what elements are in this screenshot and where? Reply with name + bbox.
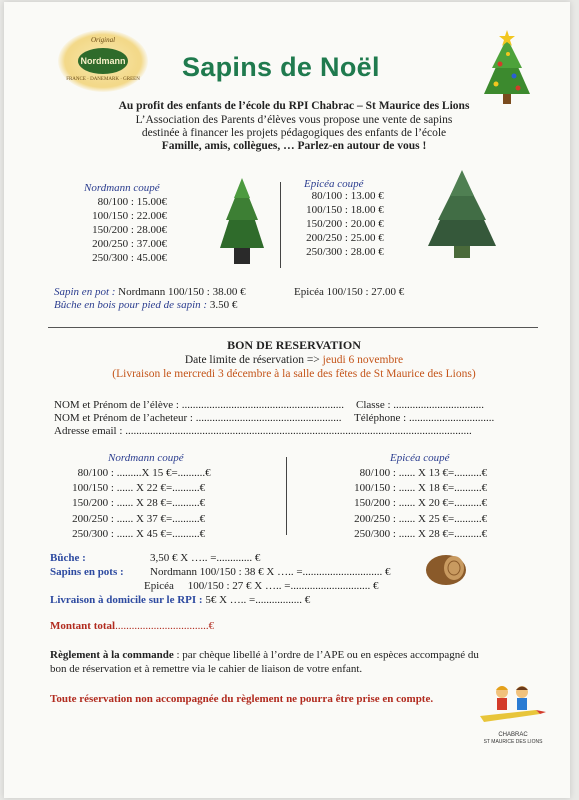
reglement-text <box>50 648 530 676</box>
order-buche-label: Bûche : <box>50 552 86 564</box>
logo-bottom-text: FRANCE · DANEMARK · GREEN <box>66 77 140 82</box>
price-row: 150/200 : 20.00 € <box>306 218 384 230</box>
section-divider <box>48 327 538 328</box>
order-epicea-title: Epicéa coupé <box>390 452 450 464</box>
order-epicea-list <box>348 466 487 542</box>
form-title: BON DE RESERVATION <box>227 338 361 352</box>
deadline-value: jeudi 6 novembre <box>322 354 404 366</box>
telephone-label: Téléphone : <box>354 412 407 424</box>
classe-field[interactable]: Classe : ................................. <box>356 399 485 411</box>
telephone-field[interactable]: Téléphone : ............................... <box>354 412 495 424</box>
price-row: 80/100 : 13.00 € <box>311 190 384 202</box>
pots-epicea-line: 100/150 : 27 € X ….. =............................. € <box>187 580 379 592</box>
order-row[interactable]: 150/200 : ...... X 20 €=..........€ <box>354 497 488 510</box>
price-row: 250/300 : 45.00€ <box>92 252 167 264</box>
order-livraison[interactable] <box>50 593 310 607</box>
eleve-label: NOM et Prénom de l’élève : <box>54 399 179 411</box>
classe-label: Classe : <box>356 399 391 411</box>
total-label: Montant total <box>50 620 116 632</box>
pot-nordmann-line <box>54 285 246 299</box>
price-row: 250/300 : 28.00 € <box>306 246 384 258</box>
buche-price: 3.50 € <box>209 299 238 311</box>
order-row[interactable]: 100/150 : ...... X 18 €=..........€ <box>354 482 488 495</box>
deadline-line <box>34 354 554 368</box>
order-pots-nordmann[interactable]: Nordmann 100/150 : 38 € X ….. =............................. € <box>150 566 391 578</box>
nordmann-price-list <box>84 195 194 265</box>
nordmann-logo <box>58 30 148 92</box>
pot-nordmann-price: Nordmann 100/150 : 38.00 € <box>118 286 246 298</box>
order-total[interactable] <box>50 619 214 633</box>
acheteur-label: NOM et Prénom de l’acheteur : <box>54 412 193 424</box>
epicea-price-title: Epicéa coupé <box>304 178 364 190</box>
deadline-label: Date limite de réservation => <box>184 354 320 366</box>
order-row[interactable]: 80/100 : .........X 15 €=..........€ <box>77 467 211 479</box>
livraison-label: Livraison à domicile sur le RPI : <box>50 594 203 606</box>
buche-price-label: Bûche en bois pour pied de sapin : <box>54 299 208 311</box>
intro-line-2: L’Association des Parents d’élèves vous propose une vente de sapins <box>135 114 453 126</box>
price-row: 200/250 : 25.00 € <box>306 232 384 244</box>
total-line: ..................................€ <box>115 620 215 632</box>
order-row[interactable]: 250/300 : ...... X 45 €=..........€ <box>72 527 206 540</box>
intro-line-4: Famille, amis, collègues, … Parlez-en autour de vous ! <box>161 140 427 152</box>
intro-line-1: Au profit des enfants de l’école du RPI Chabrac – St Maurice des Lions <box>118 100 470 112</box>
email-field[interactable]: Adresse email : .............................................................................................................................. <box>54 425 472 437</box>
epicea-tree-image <box>422 168 502 264</box>
pot-label: Sapin en pot : <box>54 286 116 298</box>
price-row: 200/250 : 37.00€ <box>92 238 167 250</box>
flyer-sheet <box>4 2 570 798</box>
order-nordmann-list <box>66 466 211 542</box>
badge-line-2: ST MAURICE DES LIONS <box>483 739 543 745</box>
page-title: Sapins de Noël <box>182 52 380 82</box>
eleve-field[interactable]: NOM et Prénom de l’élève : ........................................................... <box>54 399 344 411</box>
order-row[interactable]: 200/250 : ...... X 37 €=..........€ <box>72 512 206 525</box>
order-pots-label: Sapins en pots : <box>50 566 124 578</box>
order-row[interactable]: 200/250 : ...... X 25 €=..........€ <box>354 512 488 525</box>
price-row: 100/150 : 18.00 € <box>306 204 384 216</box>
reglement-label: Règlement à la commande <box>50 649 174 661</box>
order-buche-line[interactable]: 3,50 € X ….. =............. € <box>150 552 261 564</box>
warning-text: Toute réservation non accompagnée du règlement ne pourra être prise en compte. <box>50 693 434 705</box>
order-row[interactable]: 100/150 : ...... X 22 €=..........€ <box>72 482 206 495</box>
delivery-note: (Livraison le mercredi 3 décembre à la salle des fêtes de St Maurice des Lions) <box>112 368 476 380</box>
badge-line-1: CHABRAC <box>498 732 528 738</box>
order-pots-epicea[interactable] <box>144 579 378 593</box>
buche-price-line <box>54 298 237 312</box>
logo-brand: Nordmann <box>78 48 128 74</box>
nordmann-tree-image <box>212 174 272 270</box>
pots-epicea-name: Epicéa <box>144 580 174 592</box>
order-nordmann-title: Nordmann coupé <box>108 452 184 464</box>
intro-line-3: destinée à financer les projets pédagogiques des enfants de l’école <box>141 127 447 139</box>
pot-epicea-price: Epicéa 100/150 : 27.00 € <box>294 286 405 298</box>
order-divider <box>286 457 287 535</box>
order-row[interactable]: 80/100 : ...... X 13 €=..........€ <box>359 467 488 479</box>
epicea-price-list <box>298 189 418 259</box>
order-row[interactable]: 150/200 : ...... X 28 €=..........€ <box>72 497 206 510</box>
price-row: 150/200 : 28.00€ <box>92 224 167 236</box>
school-badge <box>478 682 548 748</box>
reglement-text-2: bon de réservation et à remettre via le cahier de liaison de votre enfant. <box>50 663 363 675</box>
reglement-text-1: : par chèque libellé à l’ordre de l’APE ou en espèces accompagné du <box>173 649 479 661</box>
nordmann-price-title: Nordmann coupé <box>84 182 160 194</box>
acheteur-field[interactable]: NOM et Prénom de l’acheteur : ..................................................... <box>54 412 342 424</box>
price-divider <box>280 182 281 268</box>
price-row: 80/100 : 15.00€ <box>97 196 167 208</box>
order-row[interactable]: 250/300 : ...... X 28 €=..........€ <box>354 527 488 540</box>
email-label: Adresse email : <box>54 425 123 437</box>
log-image <box>424 550 468 588</box>
logo-top-text: Original <box>90 36 116 44</box>
children-on-pencil-icon <box>478 682 548 726</box>
price-row: 100/150 : 22.00€ <box>92 210 167 222</box>
livraison-line: 5€ X ….. =................. € <box>205 594 311 606</box>
